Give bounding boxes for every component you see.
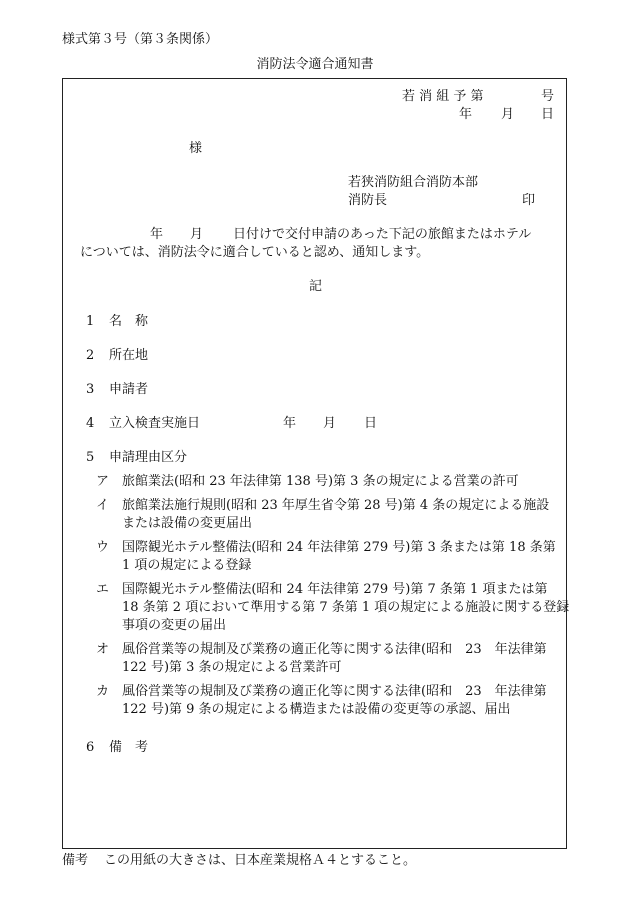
reason-mark: ア [96,474,110,489]
item-1-number: 1 [86,314,95,329]
reason-line: 風俗営業等の規制及び業務の適正化等に関する法律(昭和 23 年法律第 [122,684,547,699]
reason-line: または設備の変更届出 [122,516,253,531]
item-3-number: 3 [86,382,95,397]
reason-line: 旅館業法施行規則(昭和 23 年厚生省令第 28 号)第 4 条の規定による施設 [122,498,550,513]
notice-date-day: 日 [541,107,555,122]
item-4-day: 日 [364,416,378,431]
footer-label: 備考 [62,853,89,868]
reason-mark: ウ [96,540,110,555]
reason-mark: カ [96,684,110,699]
footer-text: この用紙の大きさは、日本産業規格Ａ４とすること。 [104,853,417,868]
addressee-suffix: 様 [189,141,203,156]
ki-heading: 記 [309,279,323,294]
reason-line: 122 号)第 3 条の規定による営業許可 [122,660,342,675]
form-label: 様式第３号（第３条関係） [62,32,219,47]
reason-mark: オ [96,642,110,657]
item-4-label: 立入検査実施日 [109,416,201,431]
reason-line: 事項の変更の届出 [122,618,227,633]
item-6-number: 6 [86,740,95,755]
body-year: 年 [150,227,164,242]
issuer-title: 消防長 [348,193,388,208]
body-line2: については、消防法令に適合していると認め、通知します。 [80,245,430,260]
reason-line: 1 項の規定による登録 [122,558,252,573]
item-5-label: 申請理由区分 [109,450,188,465]
item-4-month: 月 [323,416,337,431]
item-4-number: 4 [86,416,95,431]
reason-line: 風俗営業等の規制及び業務の適正化等に関する法律(昭和 23 年法律第 [122,642,547,657]
item-6-label: 備 考 [109,740,149,755]
reason-line: 国際観光ホテル整備法(昭和 24 年法律第 279 号)第 3 条または第 18 条第 [122,540,556,555]
item-2-label: 所在地 [109,348,149,363]
reason-mark: イ [96,498,110,513]
document-title: 消防法令適合通知書 [256,57,374,72]
seal-mark: 印 [522,193,536,208]
reason-line: 旅館業法(昭和 23 年法律第 138 号)第 3 条の規定による営業の許可 [122,474,519,489]
body-line1: 日付けで交付申請のあった下記の旅館またはホテル [233,227,532,242]
notice-number-suffix: 号 [541,89,555,104]
item-5-number: 5 [86,450,95,465]
body-month: 月 [190,227,204,242]
item-4-year: 年 [283,416,297,431]
notice-date-month: 月 [501,107,515,122]
item-3-label: 申請者 [109,382,149,397]
reason-line: 18 条第 2 項において準用する第 7 条第 1 項の規定による施設に関する登録 [122,600,570,615]
reason-line: 国際観光ホテル整備法(昭和 24 年法律第 279 号)第 7 条第 1 項または第 [122,582,548,597]
reason-mark: エ [96,582,110,597]
reason-line: 122 号)第 9 条の規定による構造または設備の変更等の承認、届出 [122,702,511,717]
notice-number-prefix: 若 消 組 予 第 [402,89,484,104]
item-1-label: 名 称 [109,314,149,329]
notice-date-year: 年 [459,107,473,122]
issuer-organization: 若狭消防組合消防本部 [348,175,479,190]
item-2-number: 2 [86,348,95,363]
